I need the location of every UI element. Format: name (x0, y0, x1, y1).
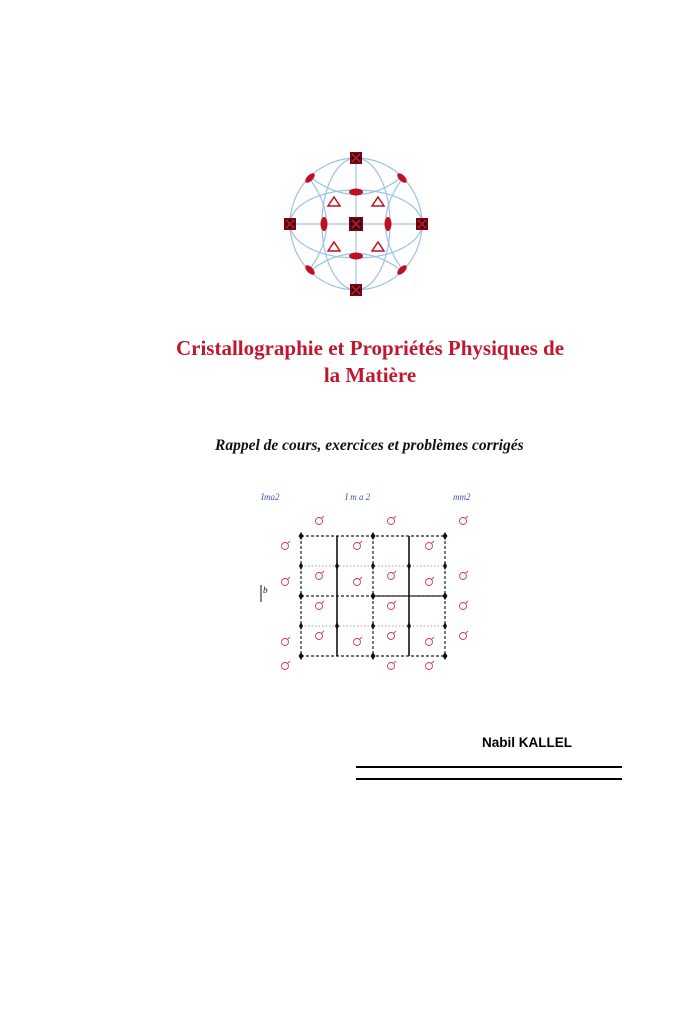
divider-line-2 (356, 778, 622, 780)
divider-line-1 (356, 766, 622, 768)
stereographic-projection-illustration (282, 150, 430, 298)
label-ima2: Ima2 (261, 492, 280, 502)
space-group-grid (255, 492, 475, 677)
document-title (160, 335, 580, 389)
title-line-2: la Matière (323, 363, 417, 387)
axis-label-b: b (263, 585, 268, 595)
title-line-1: Cristallographie et Propriétés Physiques de (175, 336, 565, 360)
author-name: Nabil KALLEL (482, 735, 572, 750)
document-subtitle: Rappel de cours, exercices et problèmes corrigés (215, 437, 524, 454)
label-i-m-a-2: I m a 2 (345, 492, 371, 502)
space-group-diagram (255, 492, 475, 677)
label-mm2: mm2 (453, 492, 471, 502)
